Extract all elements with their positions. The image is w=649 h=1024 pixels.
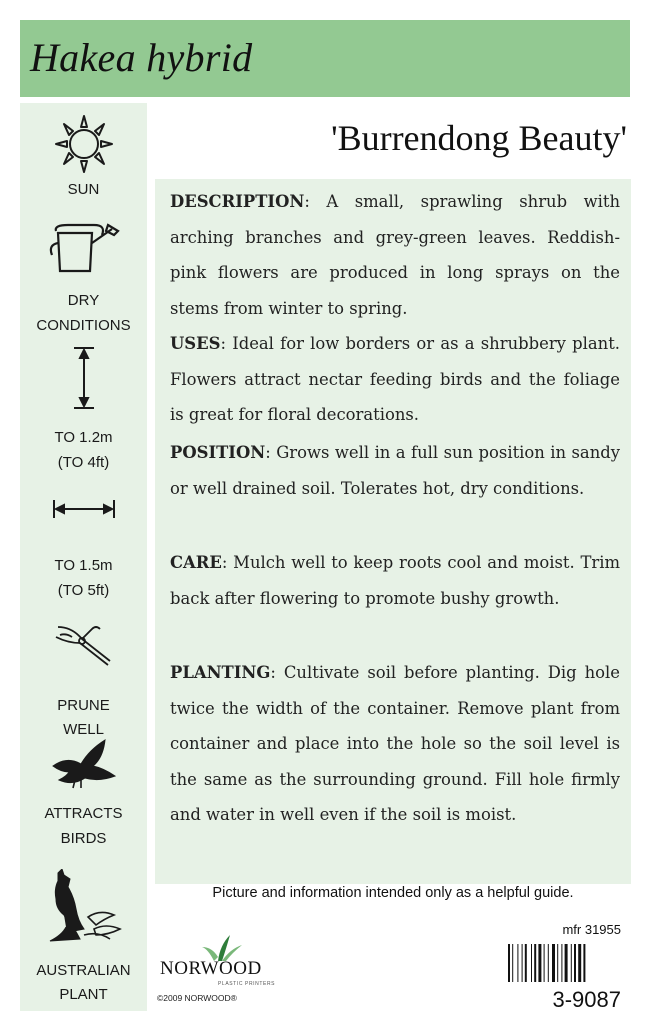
kangaroo-icon <box>20 869 147 943</box>
watering-can-icon <box>20 221 147 277</box>
mfr-code: mfr 31955 <box>562 922 621 937</box>
position-heading: POSITION <box>170 443 266 462</box>
care-section: CARE: Mulch well to keep roots cool and moist. Trim back after flowering to promote bushy growth. <box>170 553 620 608</box>
prune-label-line2: WELL <box>63 721 104 738</box>
uses-section: USES: Ideal for low borders or as a shrubbery plant. Flowers attract nectar feeding birds and the foliage is great for floral decorations. <box>170 334 621 424</box>
care-sidebar <box>20 103 147 1011</box>
native-label-line1: AUSTRALIAN <box>36 962 131 979</box>
header-band <box>20 20 630 97</box>
height-label-line2: (TO 4ft) <box>57 454 110 471</box>
prune-label-line1: PRUNE <box>57 697 110 714</box>
care-heading: CARE <box>170 553 222 572</box>
barcode <box>508 944 612 987</box>
native-label-line2: PLANT <box>59 986 108 1003</box>
secateurs-icon <box>20 621 147 669</box>
description-section: DESCRIPTION: A small, sprawling shrub with arching branches and grey-green leaves. Reddish-pink flowers are produced in long sprays on the stems from winter to spring. <box>170 192 621 318</box>
planting-section: PLANTING: Cultivate soil before planting. Dig hole twice the width of the container. Remove plant from container and place into the hole so the soil level is the same as the surrounding ground. Fill hole firmly and water in well even if the soil is moist. <box>170 663 620 824</box>
sun-label: SUN <box>67 181 100 198</box>
uses-text: Ideal for low borders or as a shrubbery plant. Flowers attract nectar feeding birds and the foliage is great for floral decorations. <box>170 334 621 424</box>
info-panel <box>155 179 631 884</box>
height-arrow-icon <box>20 346 147 410</box>
planting-text: Cultivate soil before planting. Dig hole twice the width of the container. Remove plant from container and place into the hole so the soil level is the same as the surrounding ground. Fill hole firmly and water in well even if the soil is moist. <box>170 663 620 824</box>
bird-icon <box>20 736 147 792</box>
planting-heading: PLANTING <box>170 663 271 682</box>
uses-heading: USES <box>170 334 221 353</box>
water-label-line2: CONDITIONS <box>36 317 131 334</box>
birds-label-line1: ATTRACTS <box>44 805 123 822</box>
species-title: Hakea hybrid <box>30 35 253 80</box>
position-section: POSITION: Grows well in a full sun position in sandy or well drained soil. Tolerates hot, dry conditions. <box>170 443 621 498</box>
width-label-line2: (TO 5ft) <box>57 582 110 599</box>
position-text: Grows well in a full sun position in sandy or well drained soil. Tolerates hot, dry conditions. <box>170 443 621 498</box>
cultivar-name: 'Burrendong Beauty' <box>331 118 627 158</box>
copyright-text: ©2009 NORWOOD® <box>157 993 237 1003</box>
brand-subtitle: PLASTIC PRINTERS <box>218 981 276 987</box>
water-label-line1: DRY <box>67 292 100 309</box>
description-heading: DESCRIPTION <box>170 192 305 211</box>
width-label-line1: TO 1.5m <box>54 557 113 574</box>
birds-label-line2: BIRDS <box>60 830 107 847</box>
disclaimer-text: Picture and information intended only as a helpful guide. <box>212 885 574 901</box>
width-arrow-icon <box>20 497 147 521</box>
sun-icon <box>20 113 147 175</box>
care-text: Mulch well to keep roots cool and moist. Trim back after flowering to promote bushy growth. <box>170 553 620 608</box>
height-label-line1: TO 1.2m <box>54 429 113 446</box>
brand-name: NORWOOD <box>160 958 262 979</box>
sku-number: 3-9087 <box>552 987 621 1012</box>
description-text: A small, sprawling shrub with arching branches and grey-green leaves. Reddish-pink flowers are produced in long sprays on the stems from winter to spring. <box>170 192 621 318</box>
